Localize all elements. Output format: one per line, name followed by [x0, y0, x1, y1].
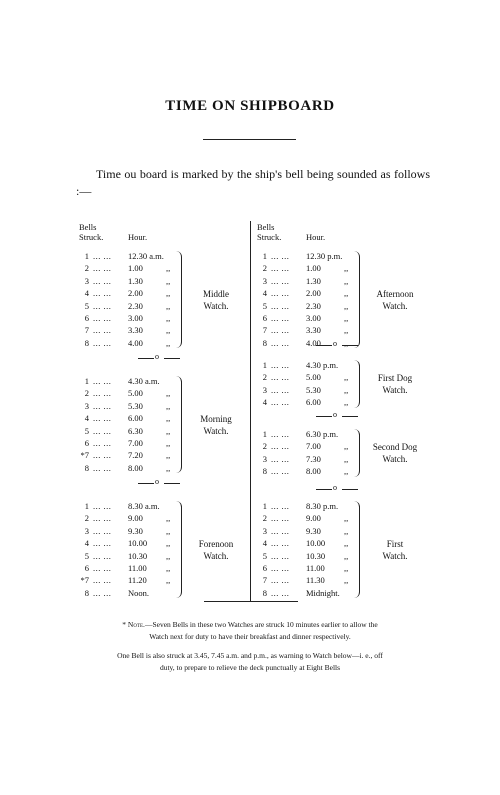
leader-dots: ... ...: [271, 441, 290, 452]
ditto-mark: ,,: [166, 388, 171, 399]
bell-hour: 7.00: [306, 441, 321, 452]
leader-dots: ... ...: [93, 438, 112, 448]
leader-dots: ... ...: [271, 587, 290, 598]
ditto-mark: ,,: [166, 337, 171, 348]
ditto-mark: ,,: [344, 513, 349, 524]
separator-dash: [342, 416, 358, 417]
bell-hour: 1.00: [306, 263, 321, 274]
right-header-bells: [257, 222, 281, 242]
bell-hour: 5.30: [306, 384, 321, 395]
bell-row: [79, 500, 179, 512]
leader-dots: ... ...: [93, 587, 112, 598]
ditto-mark: ,,: [344, 538, 349, 549]
ditto-mark: ,,: [344, 466, 349, 477]
watch-name-line: First: [386, 538, 404, 549]
bell-count: 4: [262, 397, 267, 408]
leader-dots: ... ...: [93, 563, 112, 573]
bell-count: 2: [262, 372, 267, 383]
ditto-mark: ,,: [344, 575, 349, 586]
leader-dots: ... ...: [93, 550, 112, 561]
bell-count: 3: [84, 275, 89, 286]
bell-row: [79, 287, 179, 299]
bell-hour: 4.00: [128, 337, 143, 348]
bell-row: [79, 312, 179, 324]
bell-row: [257, 440, 357, 452]
bell-hour: 4.30 p.m.: [306, 360, 339, 370]
left-separator: [138, 478, 180, 488]
bell-count: 1: [262, 501, 267, 511]
leader-dots: ... ...: [93, 376, 112, 386]
bell-hour: 12.30 p.m.: [306, 251, 343, 261]
bell-hour: 7.00: [128, 438, 143, 448]
watch-name-line: Watch.: [203, 550, 229, 561]
bell-row: [257, 587, 357, 599]
intro-text: Time ou board is marked by the ship's bell being sounded as follows :—: [76, 167, 430, 198]
separator-dash: [342, 489, 358, 490]
leader-dots: ... ...: [271, 263, 290, 274]
ditto-mark: ,,: [344, 525, 349, 536]
leader-dots: ... ...: [93, 251, 112, 261]
leader-dots: ... ...: [271, 525, 290, 536]
bell-row: [257, 465, 357, 477]
bell-count: 8: [84, 337, 89, 348]
leader-dots: ... ...: [93, 538, 112, 549]
bell-row: [257, 537, 357, 549]
bell-count: 5: [84, 425, 89, 436]
bell-row: [79, 437, 179, 449]
note-text: —Seven Bells in these two Watches are struck 10 minutes earlier to allow the: [144, 620, 378, 629]
ditto-mark: ,,: [344, 372, 349, 383]
leader-dots: ... ...: [93, 425, 112, 436]
leader-dots: ... ...: [271, 501, 290, 511]
bell-hour: 9.00: [306, 513, 321, 524]
separator-dash: [316, 416, 332, 417]
bell-row: [257, 287, 357, 299]
header-struck: Struck.: [79, 232, 104, 242]
bell-hour: 11.20: [128, 575, 147, 586]
watch-name-line: Watch.: [382, 300, 408, 311]
left-separator: [138, 353, 180, 363]
bell-row: [257, 512, 357, 524]
bell-row: [257, 312, 357, 324]
bell-hour: 5.30: [128, 400, 143, 411]
watch-name: [181, 288, 251, 312]
bell-count: 3: [84, 525, 89, 536]
watch-name-line: Watch.: [203, 300, 229, 311]
separator-dash: [316, 489, 332, 490]
bell-row: [79, 387, 179, 399]
bell-count: 6: [84, 563, 89, 573]
bell-count: 1: [262, 429, 267, 439]
bell-count: 5: [262, 550, 267, 561]
watch-name-line: Middle: [203, 288, 229, 299]
header-struck: Struck.: [257, 232, 282, 242]
leader-dots: ... ...: [271, 313, 290, 323]
leader-dots: ... ...: [93, 462, 112, 473]
bell-count: 6: [84, 313, 89, 323]
leader-dots: ... ...: [271, 429, 290, 439]
bell-count: 4: [84, 538, 89, 549]
left-header-bells: [79, 222, 103, 242]
bell-count: 4: [262, 538, 267, 549]
bell-row: [79, 462, 179, 474]
leader-dots: ... ...: [271, 360, 290, 370]
bell-count: 7: [262, 575, 267, 586]
bell-count: 3: [262, 384, 267, 395]
page-title: TIME ON SHIPBOARD: [165, 98, 335, 114]
bell-row: [79, 512, 179, 524]
bell-row: [79, 250, 179, 262]
bell-row: [79, 537, 179, 549]
leader-dots: ... ...: [271, 550, 290, 561]
right-separator: [316, 484, 358, 494]
bell-count: 5: [84, 300, 89, 311]
ditto-mark: ,,: [166, 425, 171, 436]
separator-mark: o: [155, 477, 159, 486]
bell-hour: 6.30: [128, 425, 143, 436]
ditto-mark: ,,: [344, 337, 349, 348]
bell-row: [257, 359, 357, 371]
ditto-mark: ,,: [166, 438, 171, 448]
bell-row: [257, 324, 357, 336]
bell-count: 1: [84, 376, 89, 386]
bell-row: [79, 337, 179, 349]
bell-hour: 12.30 a.m.: [128, 251, 164, 261]
ditto-mark: ,,: [166, 513, 171, 524]
bell-count: 3: [84, 400, 89, 411]
bell-hour: 6.00: [306, 397, 321, 408]
bell-hour: 7.20: [128, 450, 143, 461]
bell-hour: 4.30 a.m.: [128, 376, 160, 386]
right-separator: [316, 340, 358, 350]
bell-hour: 8.00: [128, 462, 143, 473]
leader-dots: ... ...: [93, 337, 112, 348]
leader-dots: ... ...: [271, 466, 290, 477]
bell-hour: 10.30: [306, 550, 326, 561]
bell-count: 5: [84, 550, 89, 561]
ditto-mark: ,,: [166, 550, 171, 561]
bell-row: [257, 562, 357, 574]
leader-dots: ... ...: [93, 300, 112, 311]
leader-dots: ... ...: [93, 313, 112, 323]
separator-dash: [316, 345, 332, 346]
watch-name: [360, 538, 430, 562]
ditto-mark: ,,: [166, 462, 171, 473]
bell-row: [257, 550, 357, 562]
watch-name-line: Afternoon: [376, 288, 414, 299]
bell-hour: 2.30: [306, 300, 321, 311]
bell-row: [257, 262, 357, 274]
bell-count: 2: [84, 388, 89, 399]
ditto-mark: ,,: [166, 525, 171, 536]
bell-row: [257, 396, 357, 408]
bell-hour: 3.00: [128, 313, 143, 323]
bell-count: 2: [262, 513, 267, 524]
separator-dash: [164, 358, 180, 359]
intro-paragraph: [76, 166, 430, 200]
right-separator: [316, 411, 358, 421]
ditto-mark: ,,: [344, 275, 349, 286]
bell-hour: 9.30: [128, 525, 143, 536]
header-bells: Bells: [257, 222, 275, 232]
bell-count: 1: [84, 251, 89, 261]
ditto-mark: ,,: [344, 397, 349, 408]
watch-name: [181, 538, 251, 562]
watch-name-line: Watch.: [382, 453, 408, 464]
watch-name-line: Morning: [200, 413, 232, 424]
watch-name: [181, 413, 251, 437]
ditto-mark: ,,: [166, 563, 171, 573]
leader-dots: ... ...: [93, 275, 112, 286]
left-header-hour: Hour.: [128, 232, 148, 242]
watch-name-line: Second Dog: [372, 441, 418, 452]
bell-row: [257, 500, 357, 512]
leader-dots: ... ...: [271, 288, 290, 299]
bell-row: [79, 574, 179, 586]
bell-count: 7: [84, 325, 89, 336]
bell-hour: 1.30: [306, 275, 321, 286]
ditto-mark: ,,: [166, 413, 171, 424]
bell-row: [79, 400, 179, 412]
footnote-line-2: Watch next for duty to have their breakfast and dinner respectively.: [149, 632, 351, 641]
bell-count: 1: [262, 251, 267, 261]
bell-hour: 9.00: [128, 513, 143, 524]
watch-name-line: First Dog: [377, 372, 413, 383]
bell-row: [257, 384, 357, 396]
ditto-mark: ,,: [166, 313, 171, 323]
leader-dots: ... ...: [93, 525, 112, 536]
ditto-mark: ,,: [344, 384, 349, 395]
ditto-mark: ,,: [344, 300, 349, 311]
bell-row: [257, 453, 357, 465]
leader-dots: ... ...: [271, 453, 290, 464]
separator-dash: [138, 358, 154, 359]
bell-hour: Noon.: [128, 587, 150, 598]
leader-dots: ... ...: [93, 388, 112, 399]
footnote-line-3: One Bell is also struck at 3.45, 7.45 a.m. and p.m., as warning to Watch below—i. e., off: [117, 651, 383, 660]
leader-dots: ... ...: [93, 501, 112, 511]
bell-count: 2: [84, 513, 89, 524]
ditto-mark: ,,: [344, 453, 349, 464]
bell-hour: 1.00: [128, 263, 143, 274]
leader-dots: ... ...: [271, 372, 290, 383]
watch-name-line: Forenoon: [198, 538, 234, 549]
bell-row: [79, 375, 179, 387]
leader-dots: ... ...: [271, 337, 290, 348]
footnote-rule: [204, 601, 298, 602]
leader-dots: ... ...: [93, 575, 112, 586]
watch-name-line: Watch.: [382, 550, 408, 561]
leader-dots: ... ...: [271, 513, 290, 524]
watch-name: [360, 441, 430, 465]
bell-hour: 8.00: [306, 466, 321, 477]
bell-row: [257, 275, 357, 287]
ditto-mark: ,,: [344, 263, 349, 274]
leader-dots: ... ...: [93, 513, 112, 524]
bell-row: [79, 562, 179, 574]
ditto-mark: ,,: [166, 325, 171, 336]
bell-row: [257, 371, 357, 383]
ditto-mark: ,,: [166, 275, 171, 286]
leader-dots: ... ...: [271, 325, 290, 336]
bell-count: 8: [84, 462, 89, 473]
bell-count: 2: [262, 263, 267, 274]
bell-count: *7: [80, 575, 89, 586]
separator-mark: o: [333, 339, 337, 348]
bell-row: [79, 587, 179, 599]
bell-row: [257, 300, 357, 312]
bell-count: 3: [262, 525, 267, 536]
bell-hour: 4.00: [306, 337, 321, 348]
watch-name: [360, 288, 430, 312]
bell-hour: 10.00: [306, 538, 326, 549]
bell-row: [257, 525, 357, 537]
bell-hour: 6.00: [128, 413, 143, 424]
leader-dots: ... ...: [271, 300, 290, 311]
bell-hour: 2.00: [128, 288, 143, 299]
ditto-mark: ,,: [344, 325, 349, 336]
bell-count: 4: [84, 288, 89, 299]
bell-count: 4: [262, 288, 267, 299]
bell-row: [79, 550, 179, 562]
bell-count: 6: [262, 563, 267, 573]
bell-hour: 6.30 p.m.: [306, 429, 339, 439]
bell-hour: 3.30: [128, 325, 143, 336]
separator-mark: o: [333, 410, 337, 419]
bell-hour: 11.30: [306, 575, 325, 586]
bell-hour: 5.00: [128, 388, 143, 399]
ditto-mark: ,,: [166, 400, 171, 411]
bell-count: 8: [262, 587, 267, 598]
bell-count: 8: [262, 337, 267, 348]
ditto-mark: ,,: [344, 288, 349, 299]
leader-dots: ... ...: [271, 538, 290, 549]
bell-row: [79, 275, 179, 287]
bell-count: 6: [84, 438, 89, 448]
bell-hour: 5.00: [306, 372, 321, 383]
bell-hour: Midnight.: [306, 587, 340, 598]
bell-row: [79, 412, 179, 424]
bell-hour: 11.00: [306, 563, 325, 573]
separator-mark: o: [155, 352, 159, 361]
bell-hour: 3.00: [306, 313, 321, 323]
bell-hour: 7.30: [306, 453, 321, 464]
watch-name-line: Watch.: [382, 384, 408, 395]
leader-dots: ... ...: [271, 575, 290, 586]
ditto-mark: ,,: [344, 441, 349, 452]
header-bells: Bells: [79, 222, 97, 232]
bell-hour: 2.30: [128, 300, 143, 311]
bell-hour: 3.30: [306, 325, 321, 336]
ditto-mark: ,,: [166, 450, 171, 461]
ditto-mark: ,,: [166, 263, 171, 274]
watch-name-line: Watch.: [203, 425, 229, 436]
leader-dots: ... ...: [271, 397, 290, 408]
ditto-mark: ,,: [344, 550, 349, 561]
bell-count: 7: [262, 325, 267, 336]
bell-count: 4: [84, 413, 89, 424]
footnote-line-4: duty, to prepare to relieve the deck punctually at Eight Bells: [159, 663, 341, 672]
bell-row: [79, 262, 179, 274]
leader-dots: ... ...: [93, 288, 112, 299]
separator-mark: o: [333, 483, 337, 492]
bell-hour: 10.00: [128, 538, 148, 549]
bell-count: 8: [262, 466, 267, 477]
bell-hour: 8.30 a.m.: [128, 501, 160, 511]
bell-row: [257, 250, 357, 262]
bell-count: *7: [80, 450, 89, 461]
leader-dots: ... ...: [271, 251, 290, 261]
leader-dots: ... ...: [271, 563, 290, 573]
bell-hour: 8.30 p.m.: [306, 501, 339, 511]
leader-dots: ... ...: [271, 384, 290, 395]
bell-hour: 9.30: [306, 525, 321, 536]
bell-count: 2: [84, 263, 89, 274]
note-label: * Note.: [122, 620, 145, 629]
leader-dots: ... ...: [93, 263, 112, 274]
bell-count: 3: [262, 453, 267, 464]
ditto-mark: ,,: [166, 538, 171, 549]
leader-dots: ... ...: [93, 325, 112, 336]
bell-hour: 11.00: [128, 563, 147, 573]
leader-dots: ... ...: [93, 400, 112, 411]
bell-row: [79, 449, 179, 461]
bell-count: 6: [262, 313, 267, 323]
bell-count: 2: [262, 441, 267, 452]
bell-count: 1: [262, 360, 267, 370]
bell-count: 5: [262, 300, 267, 311]
bell-row: [79, 525, 179, 537]
bell-row: [257, 574, 357, 586]
ditto-mark: ,,: [344, 313, 349, 323]
leader-dots: ... ...: [93, 413, 112, 424]
bell-count: 1: [84, 501, 89, 511]
bell-row: [79, 425, 179, 437]
leader-dots: ... ...: [271, 275, 290, 286]
separator-dash: [164, 483, 180, 484]
separator-dash: [342, 345, 358, 346]
title-rule: [203, 139, 296, 140]
right-header-hour: Hour.: [306, 232, 326, 242]
bell-hour: 10.30: [128, 550, 148, 561]
ditto-mark: ,,: [166, 300, 171, 311]
bell-count: 8: [84, 587, 89, 598]
bell-hour: 1.30: [128, 275, 143, 286]
bell-row: [79, 324, 179, 336]
separator-dash: [138, 483, 154, 484]
ditto-mark: ,,: [166, 575, 171, 586]
bell-hour: 2.00: [306, 288, 321, 299]
footnote-line-1: [40, 619, 460, 631]
leader-dots: ... ...: [93, 450, 112, 461]
bell-count: 3: [262, 275, 267, 286]
ditto-mark: ,,: [344, 563, 349, 573]
watch-name: [360, 372, 430, 396]
bell-row: [79, 300, 179, 312]
ditto-mark: ,,: [166, 288, 171, 299]
bell-row: [257, 428, 357, 440]
